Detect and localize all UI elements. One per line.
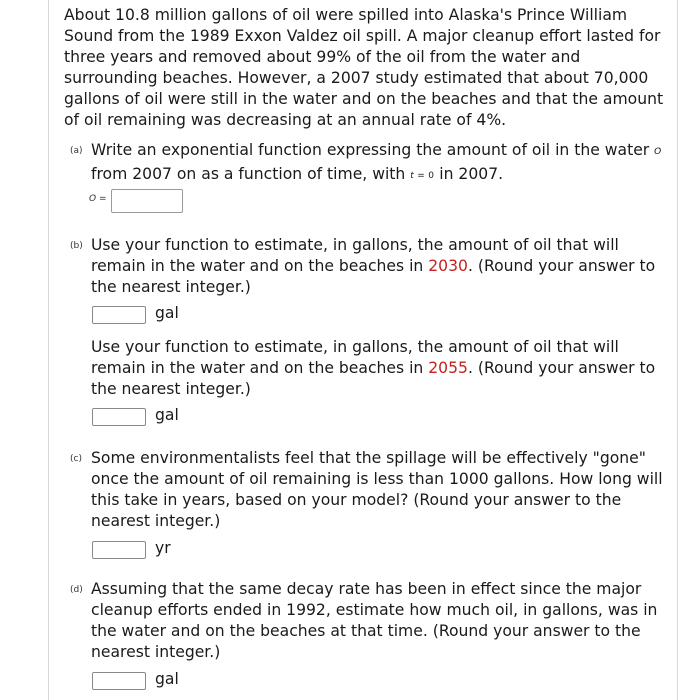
part-a-text-before: Write an exponential function expressing the amount of oil in the water [91,141,655,159]
part-d-letter: (d) [70,585,83,595]
part-b-question-2030: Use your function to estimate, in gallons, the amount of oil that will remain in the water and on the beaches in 2030. (Round your answer to the nearest integer.) [91,236,656,296]
part-b-letter: (b) [70,241,83,251]
part-a-text-mid: from 2007 on as a function of time, with [91,165,411,183]
gallons-2030-input[interactable] [92,306,146,324]
part-a-question [91,140,667,188]
gallons-1992-input[interactable] [92,672,146,690]
part-a-text-after: in 2007. [434,165,504,183]
part-c-question: Some environmentalists feel that the spillage will be effectively "gone" once the amount of oil remaining is less than 1000 gallons. How long will this take in years, based on your model? (Round your answer to the nearest integer.) [91,449,663,530]
year-2030: 2030 [428,257,468,275]
years-unit: yr [155,539,171,557]
var-t-equals-zero: t = 0 [410,171,435,181]
function-answer-label: O = [89,194,107,204]
gallons-1992-unit: gal [155,670,179,688]
years-answer-input[interactable] [92,541,146,559]
gallons-2055-unit: gal [155,406,179,424]
part-c-letter: (c) [70,454,82,464]
gallons-2055-input[interactable] [92,408,146,426]
gallons-2030-unit: gal [155,304,179,322]
var-o: O [654,147,662,157]
year-2055: 2055 [428,359,468,377]
problem-intro: About 10.8 million gallons of oil were spilled into Alaska's Prince William Sound from the 1989 Exxon Valdez oil spill. A major cleanup effort lasted for three years and removed about 99% of the oil from the water and surrounding beaches. However, a 2007 study estimated that about 70,000 gallons of oil were still in the water and on the beaches and that the amount of oil remaining was decreasing at an annual rate of 4%. [64,6,664,129]
function-answer-input[interactable] [111,189,183,213]
part-d-question: Assuming that the same decay rate has been in effect since the major cleanup efforts ended in 1992, estimate how much oil, in gallons, was in the water and on the beaches at that time. (Round your answer to the nearest integer.) [91,580,658,661]
part-b-question-2055: Use your function to estimate, in gallons, the amount of oil that will remain in the water and on the beaches in 2055. (Round your answer to the nearest integer.) [91,338,656,398]
part-a-letter: (a) [70,146,83,156]
